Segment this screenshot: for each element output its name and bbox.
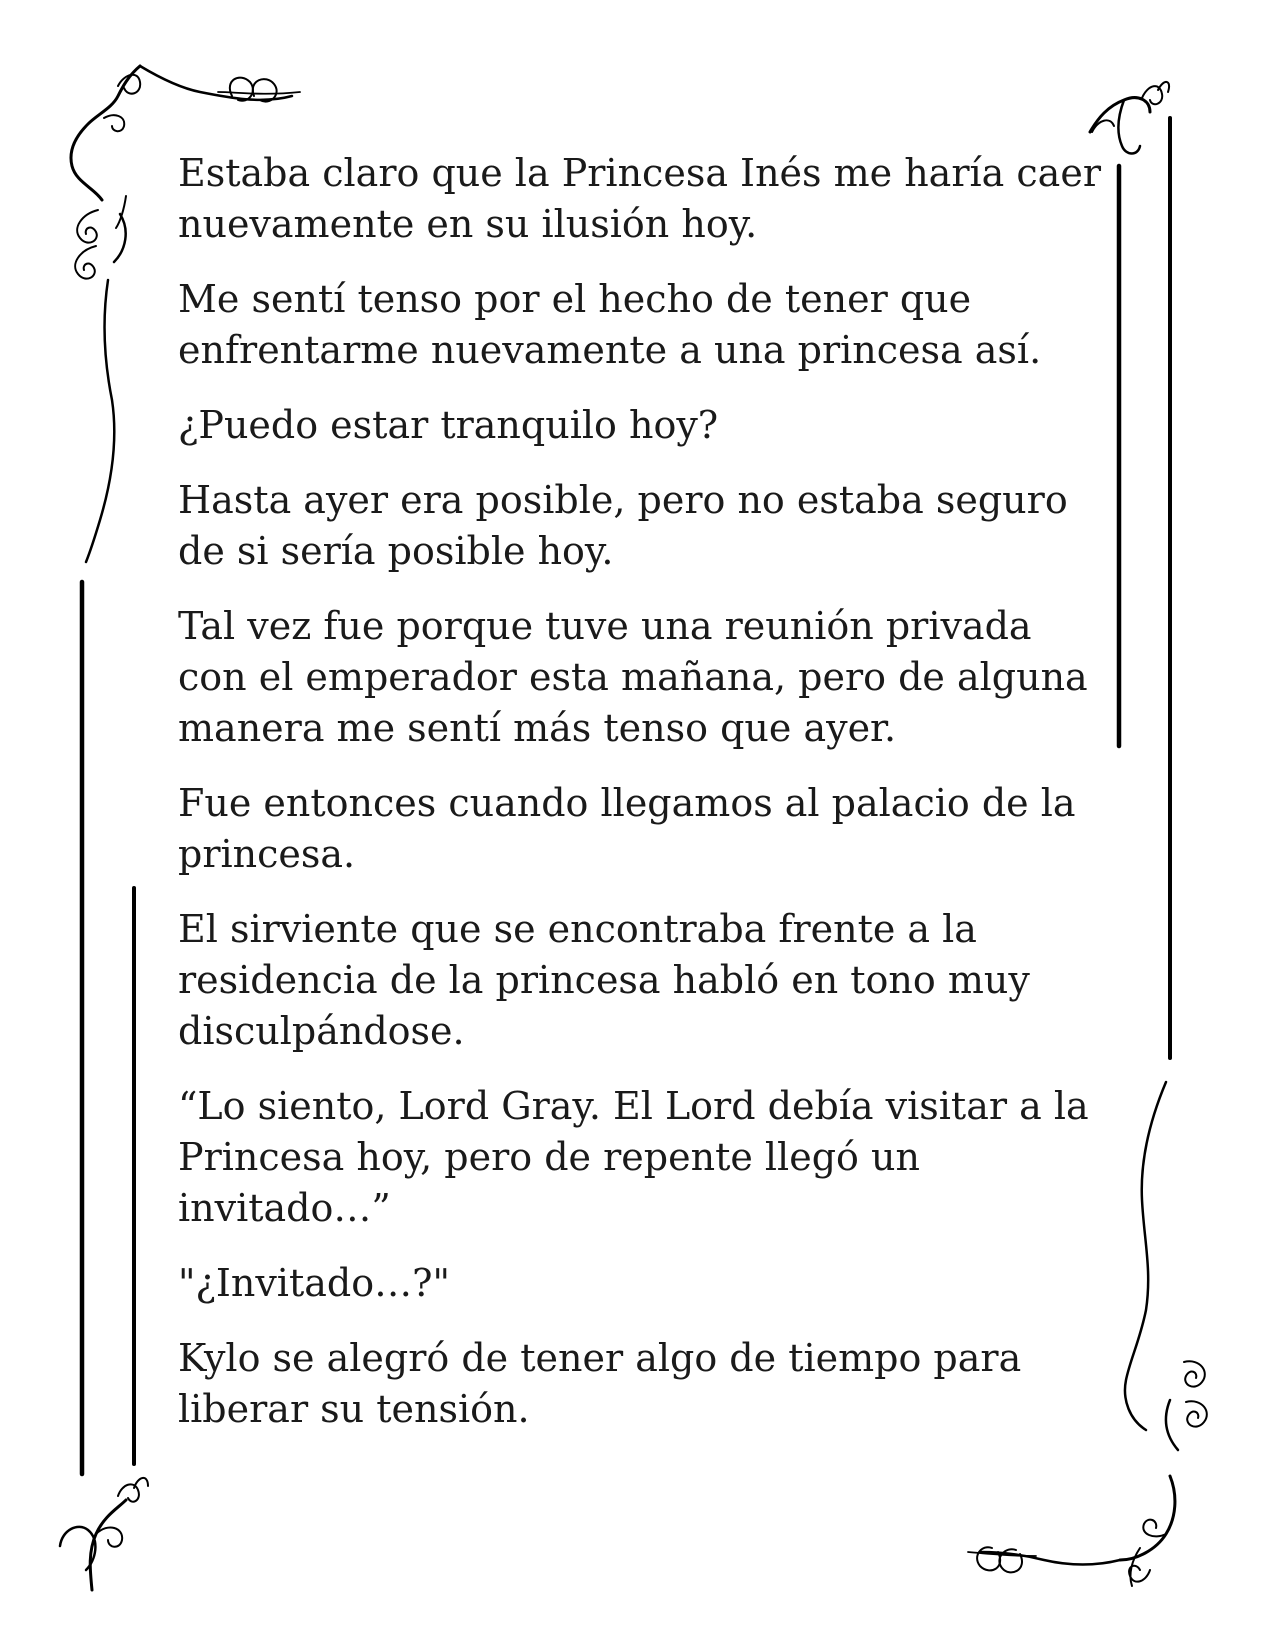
paragraph: Me sentí tenso por el hecho de tener que enfrentarme nuevamente a una princesa así. <box>178 277 1042 372</box>
paragraph: ¿Puedo estar tranquilo hoy? <box>178 403 719 447</box>
top-right-flourish-icon <box>1090 82 1169 154</box>
paragraph: Fue entonces cuando llegamos al palacio de la princesa. <box>178 781 1076 876</box>
paragraph: Tal vez fue porque tuve una reunión privada con el emperador esta mañana, pero de alguna manera me sentí más tenso que ayer. <box>178 604 1088 750</box>
paragraph: Estaba claro que la Princesa Inés me haría caer nuevamente en su ilusión hoy. <box>178 151 1101 246</box>
paragraph: Kylo se alegró de tener algo de tiempo para liberar su tensión. <box>178 1336 1022 1431</box>
body-text <box>178 148 1108 1459</box>
paragraph: "¿Invitado…?" <box>178 1261 450 1305</box>
paragraph: Hasta ayer era posible, pero no estaba seguro de si sería posible hoy. <box>178 478 1068 573</box>
paragraph: El sirviente que se encontraba frente a la residencia de la princesa habló en tono muy disculpándose. <box>178 907 1030 1053</box>
paragraph: “Lo siento, Lord Gray. El Lord debía visitar a la Princesa hoy, pero de repente llegó un invitado…” <box>178 1084 1089 1230</box>
bottom-left-flourish-icon <box>60 1478 148 1590</box>
